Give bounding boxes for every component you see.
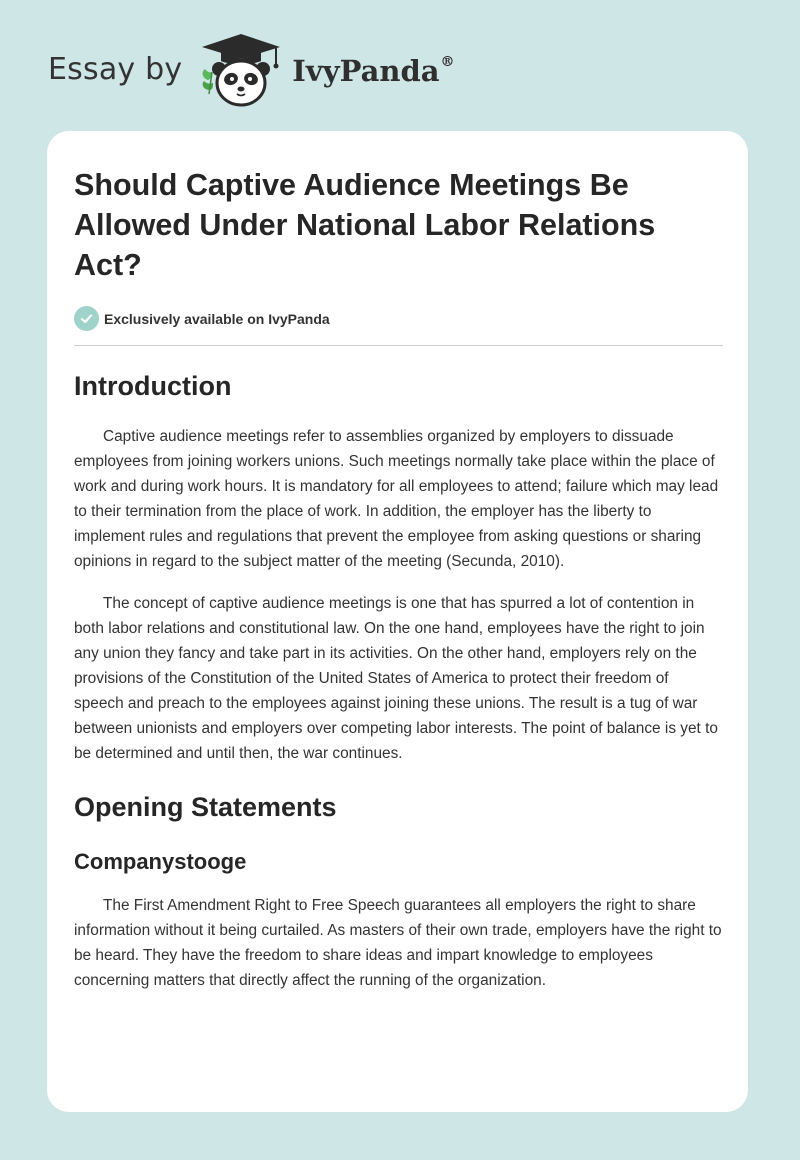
essay-title: Should Captive Audience Meetings Be Allowed Under National Labor Relations Act? xyxy=(74,168,656,282)
panda-graduate-logo-icon[interactable] xyxy=(196,28,286,110)
section-heading-opening-statements: Opening Statements xyxy=(74,792,337,822)
essay-by-label: Essay by xyxy=(48,51,183,87)
title-divider xyxy=(74,345,723,346)
paragraph: The concept of captive audience meetings is one that has spurred a lot of contention in both labor relations and constitutional law. On the one hand, employees have the right to join any union they fancy and take part in its activities. On the other hand, employers rely on the provisions of the Constitution of the United States of America to protect their freedom of speech and preach to the employees against joining these unions. The result is a tug of war between unionists and employers over competing labor interests. The point of balance is yet to be determined and until then, the war continues. xyxy=(74,595,718,762)
registered-mark: ® xyxy=(440,54,455,71)
paragraph: The First Amendment Right to Free Speech guarantees all employers the right to share information without it being curtailed. As masters of their own trade, employers have the right to be heard. They have the freedom to share ideas and impart knowledge to employees concerning matters that directly affect the running of the organization. xyxy=(74,897,722,989)
brand-name[interactable]: IvyPanda® xyxy=(292,54,455,88)
site-header xyxy=(48,28,455,110)
exclusive-badge-label: Exclusively available on IvyPanda xyxy=(104,310,330,327)
subsection-heading-companystooge: Companystooge xyxy=(74,849,247,874)
essay-card xyxy=(47,131,748,1112)
paragraph: Captive audience meetings refer to assemblies organized by employers to dissuade employees from joining workers unions. Such meetings normally take place within the place of work and during work hours. It is mandatory for all employees to attend; failure which may lead to their termination from the place of work. In addition, the employer has the liberty to implement rules and regulations that prevent the employee from asking questions or sharing opinions in regard to the subject matter of the meeting (Secunda, 2010). xyxy=(74,428,719,570)
ivy-leaf-icon xyxy=(203,69,213,94)
section-heading-introduction: Introduction xyxy=(74,371,232,401)
exclusive-badge xyxy=(74,306,722,331)
checkmark-icon xyxy=(74,306,99,331)
